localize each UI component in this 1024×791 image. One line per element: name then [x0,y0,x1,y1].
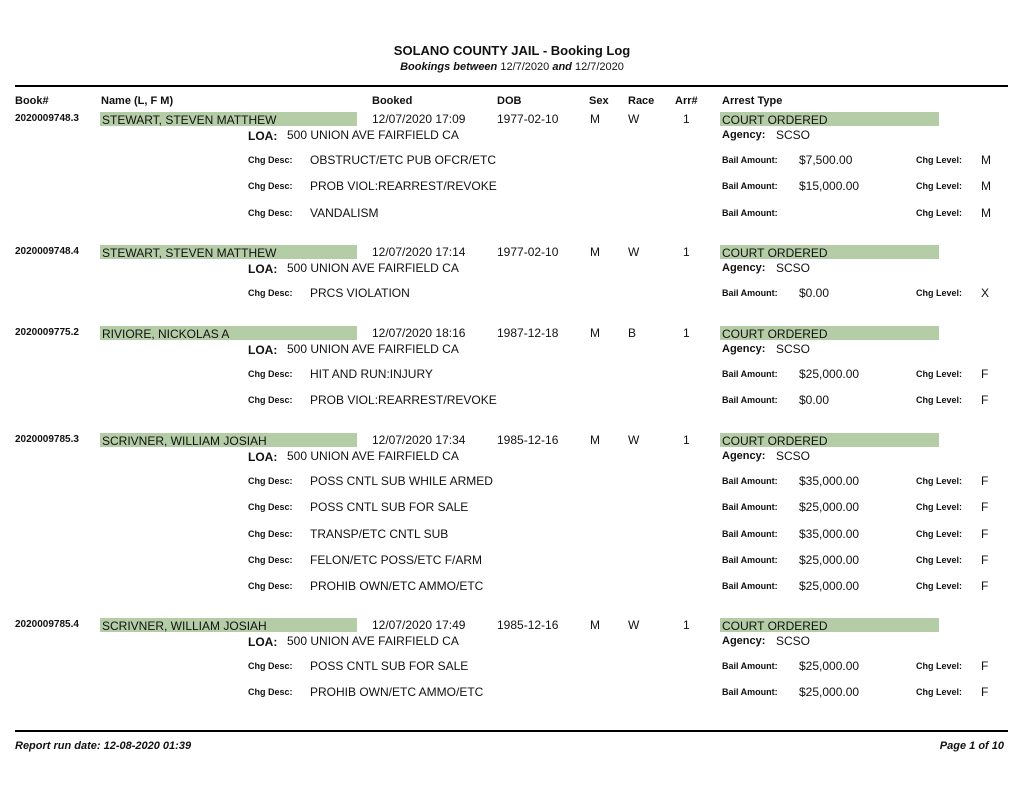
arrest-number: 1 [683,433,690,447]
col-race: Race [628,95,655,107]
charge-level: F [981,500,989,514]
name-highlight [100,112,357,126]
dob: 1977-02-10 [497,245,559,259]
charge-description: POSS CNTL SUB WHILE ARMED [310,474,493,488]
arrest-type-highlight [720,112,939,126]
chg-desc-label: Chg Desc: [248,555,293,565]
col-dob: DOB [497,95,522,107]
name-highlight [100,433,357,447]
col-book: Book# [15,95,49,107]
chg-desc-label: Chg Desc: [248,476,293,486]
arrest-type-highlight [720,433,939,447]
charge-level: M [981,179,991,193]
subtitle-and: and [552,61,572,73]
bail-amount: $7,500.00 [799,153,853,167]
bail-amount-label: Bail Amount: [722,155,778,165]
arrest-number: 1 [683,112,690,126]
chg-level-label: Chg Level: [916,155,963,165]
bail-amount-label: Bail Amount: [722,581,778,591]
bail-amount-label: Bail Amount: [722,502,778,512]
inmate-name: RIVIORE, NICKOLAS A [102,327,230,341]
booked-datetime: 12/07/2020 17:49 [372,618,466,632]
booked-datetime: 12/07/2020 18:16 [372,326,466,340]
report-run-date: Report run date: 12-08-2020 01:39 [15,740,192,752]
agency-value: SCSO [776,128,811,142]
col-name: Name (L, F M) [101,95,174,107]
name-highlight [100,618,357,632]
booked-datetime: 12/07/2020 17:09 [372,112,466,126]
arrest-type-highlight [720,618,939,632]
booked-datetime: 12/07/2020 17:34 [372,433,466,447]
chg-desc-label: Chg Desc: [248,661,293,671]
inmate-name: STEWART, STEVEN MATTHEW [102,246,277,260]
charge-level: M [981,153,991,167]
date-from: 12/7/2020 [500,61,550,73]
arrest-number: 1 [683,245,690,259]
charge-level: F [981,367,989,381]
agency-label: Agency: [722,635,766,647]
bail-amount: $0.00 [799,286,830,300]
chg-desc-label: Chg Desc: [248,687,293,697]
bail-amount: $25,000.00 [799,659,860,673]
book-number: 2020009748.4 [15,246,79,257]
agency-value: SCSO [776,634,811,648]
charge-level: M [981,206,991,220]
charge-description: VANDALISM [310,206,379,220]
book-number: 2020009775.2 [15,327,79,338]
chg-level-label: Chg Level: [916,529,963,539]
chg-level-label: Chg Level: [916,288,963,298]
dob: 1985-12-16 [497,618,559,632]
booked-datetime: 12/07/2020 17:14 [372,245,466,259]
col-arr: Arr# [675,95,698,107]
race: W [628,618,640,632]
loa-label: LOA: [248,450,278,464]
arrest-type-highlight [720,326,939,340]
chg-desc-label: Chg Desc: [248,155,293,165]
charge-level: F [981,685,989,699]
bail-amount-label: Bail Amount: [722,476,778,486]
chg-desc-label: Chg Desc: [248,208,293,218]
bail-amount-label: Bail Amount: [722,555,778,565]
book-number: 2020009748.3 [15,113,79,124]
chg-level-label: Chg Level: [916,502,963,512]
bail-amount-label: Bail Amount: [722,208,778,218]
charge-level: F [981,474,989,488]
charge-level: X [981,286,990,300]
loa-value: 500 UNION AVE FAIRFIELD CA [287,634,459,648]
bail-amount: $25,000.00 [799,553,860,567]
name-highlight [100,245,357,259]
bail-amount: $25,000.00 [799,685,860,699]
book-number: 2020009785.3 [15,434,79,445]
page-number: Page 1 of 10 [939,740,1004,752]
chg-desc-label: Chg Desc: [248,581,293,591]
footer-rule [15,730,1008,732]
bail-amount: $0.00 [799,393,830,407]
bail-amount: $25,000.00 [799,500,860,514]
chg-level-label: Chg Level: [916,661,963,671]
sex: M [590,326,600,340]
arrest-type: COURT ORDERED [722,434,828,448]
agency-value: SCSO [776,261,811,275]
charge-description: PROHIB OWN/ETC AMMO/ETC [310,685,484,699]
sex: M [590,245,600,259]
col-arrest-type: Arrest Type [722,95,783,107]
bail-amount-label: Bail Amount: [722,529,778,539]
bail-amount: $25,000.00 [799,367,860,381]
bail-amount-label: Bail Amount: [722,369,778,379]
chg-level-label: Chg Level: [916,181,963,191]
chg-level-label: Chg Level: [916,476,963,486]
bail-amount-label: Bail Amount: [722,288,778,298]
agency-label: Agency: [722,450,766,462]
sex: M [590,433,600,447]
charge-description: OBSTRUCT/ETC PUB OFCR/ETC [310,153,497,167]
bail-amount-label: Bail Amount: [722,687,778,697]
col-sex: Sex [589,95,609,107]
arrest-type: COURT ORDERED [722,327,828,341]
charge-level: F [981,527,989,541]
sex: M [590,112,600,126]
chg-desc-label: Chg Desc: [248,288,293,298]
agency-label: Agency: [722,129,766,141]
chg-desc-label: Chg Desc: [248,369,293,379]
chg-level-label: Chg Level: [916,687,963,697]
race: W [628,433,640,447]
arrest-type-highlight [720,245,939,259]
header-rule [15,85,1008,87]
charge-description: PROB VIOL:REARREST/REVOKE [310,393,497,407]
inmate-name: SCRIVNER, WILLIAM JOSIAH [102,434,267,448]
loa-label: LOA: [248,635,278,649]
charge-description: FELON/ETC POSS/ETC F/ARM [310,553,483,567]
loa-value: 500 UNION AVE FAIRFIELD CA [287,261,459,275]
charge-description: POSS CNTL SUB FOR SALE [310,659,469,673]
report-title: SOLANO COUNTY JAIL - Booking Log [393,43,631,58]
loa-label: LOA: [248,129,278,143]
charge-description: HIT AND RUN:INJURY [310,367,433,381]
arrest-type: COURT ORDERED [722,113,828,127]
chg-level-label: Chg Level: [916,369,963,379]
col-booked: Booked [372,95,413,107]
dob: 1985-12-16 [497,433,559,447]
charge-description: POSS CNTL SUB FOR SALE [310,500,469,514]
arrest-number: 1 [683,618,690,632]
race: B [628,326,637,340]
inmate-name: STEWART, STEVEN MATTHEW [102,113,277,127]
charge-description: PROHIB OWN/ETC AMMO/ETC [310,579,484,593]
loa-value: 500 UNION AVE FAIRFIELD CA [287,342,459,356]
arrest-type: COURT ORDERED [722,619,828,633]
bail-amount: $35,000.00 [799,527,860,541]
chg-desc-label: Chg Desc: [248,529,293,539]
bail-amount-label: Bail Amount: [722,661,778,671]
race: W [628,112,640,126]
subtitle-prefix: Bookings between [400,61,498,73]
chg-level-label: Chg Level: [916,581,963,591]
dob: 1977-02-10 [497,112,559,126]
charge-level: F [981,553,989,567]
agency-value: SCSO [776,449,811,463]
bail-amount-label: Bail Amount: [722,395,778,405]
bail-amount: $25,000.00 [799,579,860,593]
report-subtitle [0,61,1024,73]
loa-value: 500 UNION AVE FAIRFIELD CA [287,449,459,463]
loa-label: LOA: [248,343,278,357]
chg-desc-label: Chg Desc: [248,502,293,512]
charge-description: TRANSP/ETC CNTL SUB [310,527,449,541]
loa-label: LOA: [248,262,278,276]
arrest-type: COURT ORDERED [722,246,828,260]
bail-amount: $15,000.00 [799,179,860,193]
loa-value: 500 UNION AVE FAIRFIELD CA [287,128,459,142]
bail-amount: $35,000.00 [799,474,860,488]
charge-level: F [981,579,989,593]
charge-description: PRCS VIOLATION [310,286,410,300]
arrest-number: 1 [683,326,690,340]
chg-level-label: Chg Level: [916,395,963,405]
agency-label: Agency: [722,343,766,355]
bail-amount-label: Bail Amount: [722,181,778,191]
chg-desc-label: Chg Desc: [248,395,293,405]
race: W [628,245,640,259]
chg-level-label: Chg Level: [916,555,963,565]
dob: 1987-12-18 [497,326,559,340]
sex: M [590,618,600,632]
charge-level: F [981,393,989,407]
agency-label: Agency: [722,262,766,274]
date-to: 12/7/2020 [574,61,624,73]
charge-description: PROB VIOL:REARREST/REVOKE [310,179,497,193]
name-highlight [100,326,357,340]
chg-level-label: Chg Level: [916,208,963,218]
agency-value: SCSO [776,342,811,356]
chg-desc-label: Chg Desc: [248,181,293,191]
book-number: 2020009785.4 [15,619,79,630]
charge-level: F [981,659,989,673]
inmate-name: SCRIVNER, WILLIAM JOSIAH [102,619,267,633]
